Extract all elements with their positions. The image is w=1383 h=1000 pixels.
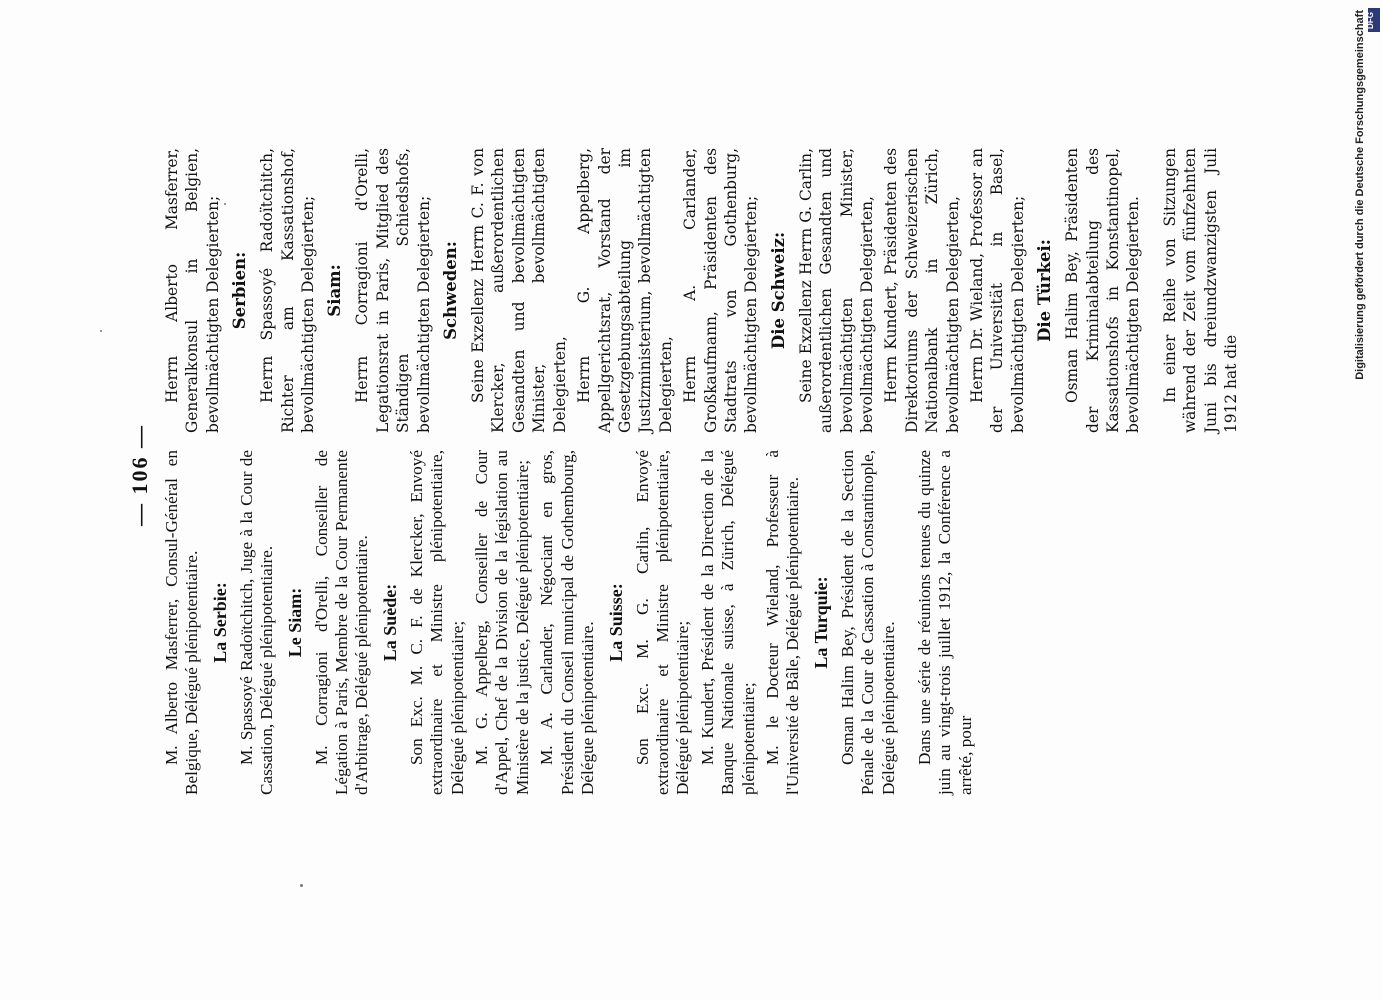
scan-speck bbox=[224, 203, 226, 205]
text-paragraph: Dans une série de réunions tenues du quinze juin au vingt-trois juillet 1912, la Conférence a arrêté, pour bbox=[914, 450, 975, 795]
section-heading: Le Siam: bbox=[284, 587, 305, 658]
text-paragraph: Herrn Spassoyé Radoïtchitch, Richter am Kassationshof, bevollmächtigten Delegierten; bbox=[258, 148, 318, 433]
french-column bbox=[162, 450, 1222, 795]
dfg-logo bbox=[1365, 8, 1380, 32]
section-heading: Die Schweiz: bbox=[768, 231, 788, 350]
funding-note-text: Digitalisierung gefördert durch die Deutsche Forschungsgemeinschaft bbox=[1354, 10, 1366, 380]
text-paragraph: Osman Halim Bey, Président de la Section Pénale de la Cour de Cassation à Constantinople, Délégué plénipotentiaire. bbox=[837, 450, 898, 795]
scan-speck bbox=[300, 884, 303, 887]
section-heading: Siam: bbox=[325, 264, 345, 317]
section-heading: Schweden: bbox=[441, 241, 461, 340]
funding-note bbox=[1350, 10, 1370, 990]
section-heading: La Suède: bbox=[379, 583, 400, 662]
text-paragraph: M. G. Appelberg, Conseiller de Cour d'Appel, Chef de la Division de la législation au Ministère de la justice, Délégué plénipotentiaire; bbox=[472, 450, 532, 795]
text-paragraph: Son Exc. M. G. Carlin, Envoyé extraordinaire et Ministre plénipotentiaire, Délégué plénipotentiaire; bbox=[632, 450, 693, 795]
text-paragraph: M. Corragioni d'Orelli, Conseiller de Légation à Paris, Membre de la Cour Permanente d'Arbitrage, Délégué plénipotentiaire. bbox=[311, 450, 372, 795]
text-paragraph: Herrn A. Carlander, Großkaufmann, Präsidenten des Stadtrats von Gothenburg, bevollmächtigten Delegierten; bbox=[681, 148, 761, 433]
text-paragraph: Herrn Dr. Wieland, Professor an der Universität in Basel, bevollmächtigten Delegierten; bbox=[968, 148, 1027, 433]
text-paragraph: M. Alberto Masferrer, Consul-Général en Belgique, Délégué plénipotentiaire. bbox=[162, 450, 202, 795]
text-paragraph: Seine Exzellenz Herrn C. F. von Klercker, außerordentlichen Gesandten und bevollmächtigten Minister, bevollmächtigten Delegierten, bbox=[469, 148, 569, 433]
german-column bbox=[162, 148, 1241, 433]
page-number: — 106 — bbox=[127, 424, 152, 526]
scan-speck bbox=[100, 330, 102, 332]
text-paragraph: M. Spassoyé Radoïtchitch, Juge à la Cour de Cassation, Délégué plénipotentiaire. bbox=[236, 450, 277, 795]
section-heading: La Turquie: bbox=[810, 576, 831, 669]
section-heading: La Serbie: bbox=[209, 582, 230, 663]
text-paragraph: In einer Reihe von Sitzungen während der Zeit vom fünfzehnten Juni bis dreiundzwanzigsten Juli 1912 hat die bbox=[1160, 148, 1241, 433]
dfg-logo-text: DFG bbox=[1365, 12, 1375, 29]
section-heading: Die Türkei: bbox=[1035, 239, 1055, 342]
section-heading: La Suisse: bbox=[605, 583, 626, 662]
text-paragraph: M. le Docteur Wieland, Professeur à l'Université de Bâle, Délégué plénipotentiaire. bbox=[762, 450, 803, 795]
text-paragraph: Herrn Corragioni d'Orelli, Legationsrat in Paris, Mitglied des Ständigen Schiedshofs, bevollmächtigten Delegierten; bbox=[353, 148, 433, 433]
text-paragraph: Herrn Alberto Masferrer, Generalkonsul in Belgien, bevollmächtigten Delegierten; bbox=[163, 148, 222, 433]
text-paragraph: Osman Halim Bey, Präsidenten der Kriminalabteilung des Kassationshofs in Konstantinopel, bevollmächtigten Delegierten. bbox=[1063, 148, 1143, 433]
text-paragraph: Herrn Kundert, Präsidenten des Direktoriums der Schweizerischen Nationalbank in Zürich, bevollmächtigten Delegierten, bbox=[882, 148, 962, 433]
text-paragraph: Herrn G. Appelberg, Appellgerichtsrat, Vorstand der Gesetzgebungsabteilung im Justizministerium, bevollmächtigten Delegierten, bbox=[575, 148, 675, 433]
section-heading: Serbien: bbox=[230, 251, 250, 330]
text-paragraph: M. Kundert, Président de la Direction de la Banque Nationale suisse, à Zürich, Délégué plénipotentiaire; bbox=[697, 450, 758, 795]
text-paragraph: M. A. Carlander, Négociant en gros, Président du Conseil municipal de Gothembourg, Délégue plénipotentiaire. bbox=[537, 450, 598, 795]
text-paragraph: Seine Exzellenz Herrn G. Carlin, außerordentlichen Gesandten und bevollmächtigten Minister, bevollmächtigten Delegierten, bbox=[796, 148, 876, 433]
rotated-text-frame bbox=[120, 148, 1241, 795]
text-paragraph: Son Exc. M. C. F. de Klercker, Envoyé extraordinaire et Ministre plénipotentiaire, Délégué plénipotentiaire; bbox=[406, 450, 467, 795]
